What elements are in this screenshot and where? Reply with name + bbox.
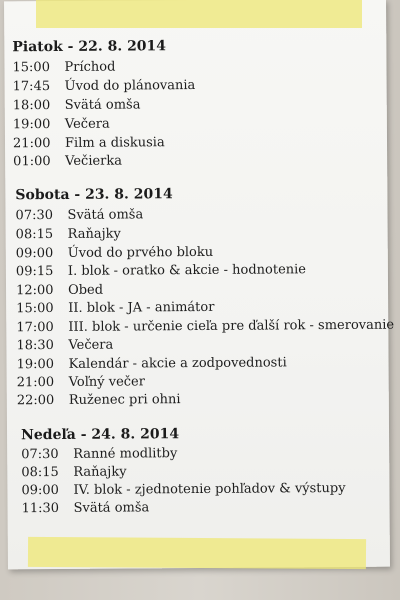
- event: Raňajky: [67, 226, 121, 242]
- schedule-row: [15, 207, 143, 223]
- event: Večierka: [65, 153, 123, 169]
- event: Úvod do plánovania: [64, 78, 196, 94]
- event: Úvod do prvého bloku: [67, 244, 214, 261]
- schedule-row: [13, 135, 165, 151]
- day-heading: Nedeľa - 24. 8. 2014: [20, 426, 180, 444]
- schedule-row: [17, 355, 287, 372]
- schedule-row: [16, 338, 113, 354]
- schedule-row: [21, 446, 177, 462]
- schedule-row: [22, 500, 150, 516]
- time: 18:00: [12, 98, 51, 114]
- schedule-row: [16, 262, 306, 279]
- time: 09:15: [15, 264, 54, 280]
- event: Film a diskusia: [64, 135, 165, 151]
- schedule-row: [16, 318, 394, 336]
- time: 21:00: [12, 136, 51, 152]
- schedule-row: [16, 300, 214, 316]
- time: 15:00: [16, 301, 54, 317]
- schedule-row: [21, 464, 126, 480]
- time: 07:30: [21, 446, 59, 463]
- time: 19:00: [12, 117, 51, 133]
- event: Príchod: [64, 59, 116, 75]
- schedule-row: [16, 283, 103, 299]
- time: 09:00: [15, 246, 54, 262]
- schedule-row: [17, 392, 181, 408]
- time: 17:45: [12, 79, 51, 95]
- time: 07:30: [15, 208, 54, 224]
- time: 18:30: [16, 338, 54, 354]
- event: Svätá omša: [73, 500, 150, 516]
- event: IV. blok - zjednotenie pohľadov & výstupy: [73, 480, 346, 498]
- masking-tape-top: [36, 0, 362, 28]
- schedule-row: [13, 97, 141, 113]
- time: 11:30: [21, 500, 60, 517]
- time: 08:15: [15, 227, 54, 243]
- event: Kalendár - akcie a zodpovednosti: [68, 355, 287, 372]
- schedule-row: [16, 227, 121, 243]
- event: Obed: [67, 282, 104, 298]
- time: 17:00: [16, 320, 54, 336]
- schedule-row: [13, 154, 122, 170]
- schedule-row: [13, 117, 110, 133]
- event: Raňajky: [73, 464, 127, 480]
- day-heading: Sobota - 23. 8. 2014: [15, 186, 173, 204]
- event: Večera: [64, 116, 110, 132]
- time: 15:00: [12, 60, 51, 76]
- schedule-row: [21, 481, 345, 498]
- schedule-row: [16, 245, 213, 261]
- schedule-paper: [4, 0, 395, 569]
- event: Voľný večer: [68, 374, 145, 390]
- time: 01:00: [13, 154, 51, 170]
- masking-tape-bottom: [28, 537, 366, 569]
- time: 19:00: [16, 357, 55, 373]
- event: Svätá omša: [67, 207, 144, 223]
- time: 08:15: [21, 464, 59, 481]
- schedule-row: [13, 78, 196, 94]
- event: Svätá omša: [64, 97, 141, 113]
- schedule-row: [12, 60, 115, 76]
- time: 09:00: [21, 482, 59, 499]
- time: 22:00: [16, 392, 55, 409]
- event: Ruženec pri ohni: [68, 392, 181, 408]
- event: III. blok - určenie cieľa pre ďalší rok - smerovanie: [68, 317, 395, 335]
- event: Večera: [68, 337, 114, 353]
- event: II. blok - JA - animátor: [68, 299, 215, 316]
- event: Ranné modlitby: [73, 446, 178, 462]
- schedule-row: [17, 374, 145, 390]
- day-heading: Piatok - 22. 8. 2014: [12, 38, 167, 56]
- time: 21:00: [16, 374, 55, 391]
- time: 12:00: [15, 283, 54, 299]
- event: I. blok - oratko & akcie - hodnotenie: [67, 262, 307, 279]
